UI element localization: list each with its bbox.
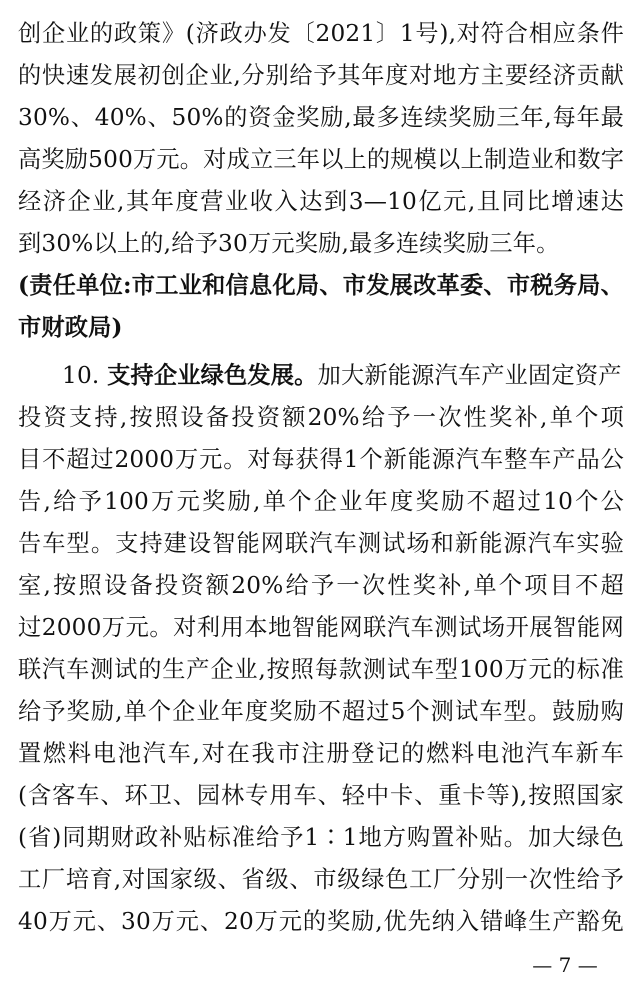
section-title: 支持企业绿色发展。	[107, 362, 318, 389]
responsible-units-line: 市财政局)	[18, 314, 123, 341]
text-line: 给予奖励,单个企业年度奖励不超过5个测试车型。鼓励购	[18, 698, 624, 725]
text-line: (省)同期财政补贴标准给予1∶1地方购置补贴。加大绿色	[18, 824, 624, 851]
text-line: 室,按照设备投资额20%给予一次性奖补,单个项目不超	[18, 572, 624, 599]
text-line: 30%、40%、50%的资金奖励,最多连续奖励三年,每年最	[18, 104, 624, 131]
text-line: 的快速发展初创企业,分别给予其年度对地方主要经济贡献	[18, 62, 624, 89]
text-line: 到30%以上的,给予30万元奖励,最多连续奖励三年。	[18, 230, 560, 257]
text-line: 经济企业,其年度营业收入达到3—10亿元,且同比增速达	[18, 188, 624, 215]
text-line: 高奖励500万元。对成立三年以上的规模以上制造业和数字	[18, 146, 624, 173]
section-heading-line	[62, 358, 624, 394]
text-line: 工厂培育,对国家级、省级、市级绿色工厂分别一次性给予	[18, 866, 624, 893]
text-line: 联汽车测试的生产企业,按照每款测试车型100万元的标准	[18, 656, 624, 683]
page-number: — 7 —	[532, 953, 598, 977]
text-line: 告,给予100万元奖励,单个企业年度奖励不超过10个公	[18, 488, 624, 515]
text-line: 目不超过2000万元。对每获得1个新能源汽车整车产品公	[18, 446, 624, 473]
text-line: 创企业的政策》(济政办发〔2021〕1号),对符合相应条件	[18, 20, 624, 47]
section-number: 10.	[62, 362, 100, 389]
text-line: 过2000万元。对利用本地智能网联汽车测试场开展智能网	[18, 614, 624, 641]
text-line: 投资支持,按照设备投资额20%给予一次性奖补,单个项	[18, 404, 624, 431]
text-line: (含客车、环卫、园林专用车、轻中卡、重卡等),按照国家	[18, 782, 624, 809]
section-text: 加大新能源汽车产业固定资产	[317, 362, 622, 389]
responsible-units-line: (责任单位:市工业和信息化局、市发展改革委、市税务局、	[18, 272, 624, 299]
text-line: 置燃料电池汽车,对在我市注册登记的燃料电池汽车新车	[18, 740, 624, 767]
text-line: 40万元、30万元、20万元的奖励,优先纳入错峰生产豁免	[18, 908, 624, 935]
text-line: 告车型。支持建设智能网联汽车测试场和新能源汽车实验	[18, 530, 624, 557]
